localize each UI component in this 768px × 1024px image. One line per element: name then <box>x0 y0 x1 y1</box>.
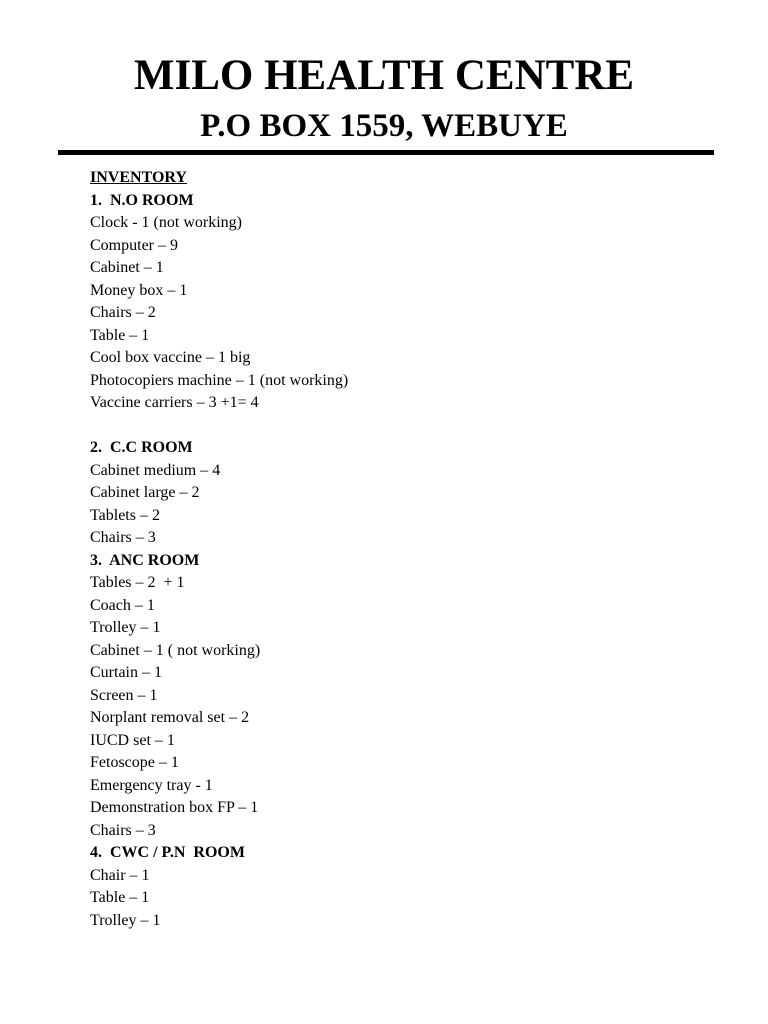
list-item: Tablets – 2 <box>90 506 160 524</box>
list-item: Trolley – 1 <box>90 619 161 636</box>
list-item: Table – 1 <box>90 889 150 906</box>
list-item: Cabinet medium – 4 <box>90 461 221 479</box>
list-item: Norplant removal set – 2 <box>90 709 250 726</box>
section-title-anc-room: 3. ANC ROOM <box>90 551 200 569</box>
list-item: Emergency tray - 1 <box>90 776 213 794</box>
list-item: Cabinet – 1 ( not working) <box>90 641 261 659</box>
section-spacer <box>90 415 710 438</box>
section-title-cwc-pn-room: 4. CWC / P.N ROOM <box>90 844 245 861</box>
document-title: MILO HEALTH CENTRE <box>133 52 635 99</box>
section-title-no-room: 1. N.O ROOM <box>90 191 194 209</box>
list-item: Computer – 9 <box>90 236 178 254</box>
inventory-heading: INVENTORY <box>90 169 187 186</box>
list-item: Photocopiers machine – 1 (not working) <box>90 371 349 389</box>
document-address: P.O BOX 1559, WEBUYE <box>200 108 568 144</box>
section-title-cc-room: 2. C.C ROOM <box>90 439 193 456</box>
list-item: Fetoscope – 1 <box>90 754 179 771</box>
list-item: Trolley – 1 <box>90 911 161 929</box>
list-item: Chair – 1 <box>90 866 150 884</box>
list-item: Money box – 1 <box>90 281 188 299</box>
list-item: Chairs – 2 <box>90 304 156 321</box>
list-item: Vaccine carriers – 3 +1= 4 <box>90 394 259 411</box>
inventory-body <box>90 167 710 932</box>
header-divider <box>58 150 714 155</box>
list-item: IUCD set – 1 <box>90 731 175 749</box>
list-item: Cool box vaccine – 1 big <box>90 349 251 366</box>
list-item: Curtain – 1 <box>90 664 162 681</box>
list-item: Demonstration box FP – 1 <box>90 799 259 816</box>
list-item: Chairs – 3 <box>90 821 156 839</box>
list-item: Cabinet large – 2 <box>90 484 200 501</box>
list-item: Clock - 1 (not working) <box>90 214 242 231</box>
list-item: Coach – 1 <box>90 596 155 614</box>
list-item: Tables – 2 + 1 <box>90 574 185 591</box>
list-item: Cabinet – 1 <box>90 259 164 276</box>
list-item: Chairs – 3 <box>90 529 156 546</box>
list-item: Table – 1 <box>90 326 150 344</box>
list-item: Screen – 1 <box>90 686 158 704</box>
